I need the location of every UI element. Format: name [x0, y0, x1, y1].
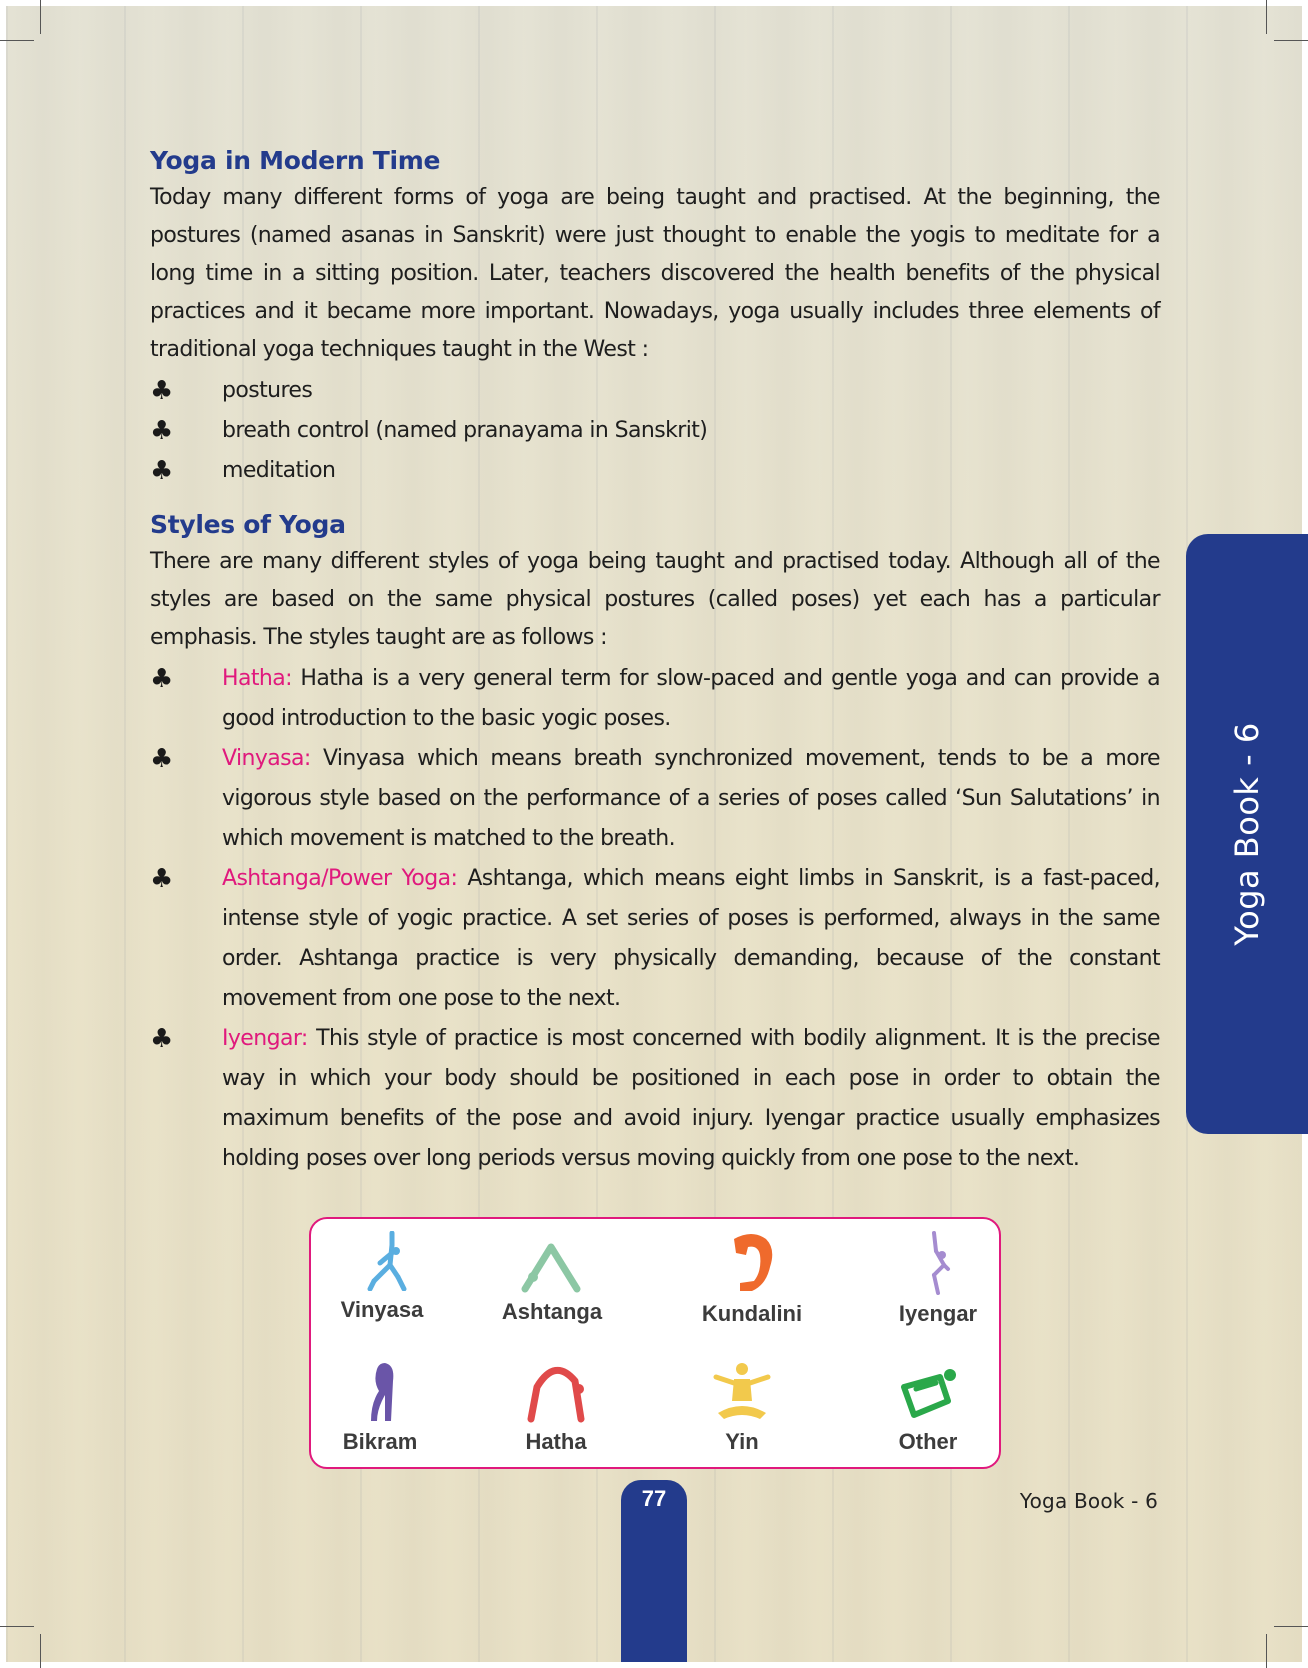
- bikram-pose-icon: [355, 1361, 405, 1423]
- section-heading: Styles of Yoga: [150, 510, 346, 539]
- crop-mark: [1266, 0, 1267, 34]
- style-description: Ashtanga, which means eight limbs in Sanskrit, is a fast-paced, intense style of yogic practice. A set series of poses is performed, always in the same order. Ashtanga practice is very physically demanding, because of the constant movement from one pose to the next.: [222, 866, 1161, 1011]
- style-cell-vinyasa: [312, 1231, 452, 1323]
- style-label: Other: [898, 1429, 958, 1454]
- section-styles: [150, 510, 1160, 1179]
- club-bullet-icon: ♣: [150, 416, 173, 446]
- other-pose-icon: [896, 1361, 960, 1423]
- style-term: Hatha:: [222, 666, 292, 691]
- club-bullet-icon: ♣: [150, 864, 173, 894]
- style-term: Ashtanga/Power Yoga:: [222, 866, 458, 891]
- page-number-tab: [621, 1480, 687, 1662]
- crop-mark: [0, 40, 34, 41]
- club-bullet-icon: ♣: [150, 664, 173, 694]
- list-item: [150, 859, 1160, 1019]
- style-cell-iyengar: [868, 1231, 1008, 1327]
- element-list: [150, 371, 1160, 491]
- section-paragraph: Today many different forms of yoga are being taught and practised. At the beginning, the postures (named asanas in Sanskrit) were just thought to enable the yogis to meditate for a long time in a sitting position. Later, teachers discovered the health benefits of the physical practices and it became more important. Nowadays, yoga usually includes three elements of traditional yoga techniques taught in the West :: [150, 185, 1160, 362]
- style-label: Bikram: [342, 1429, 418, 1454]
- side-tab-label: Yoga Book - 6: [1228, 722, 1266, 946]
- style-label: Vinyasa: [340, 1297, 424, 1322]
- style-cell-yin: [672, 1361, 812, 1455]
- side-tab: [1186, 534, 1308, 1134]
- style-label: Ashtanga: [501, 1299, 603, 1324]
- crop-mark: [1266, 1634, 1267, 1668]
- style-label: Iyengar: [898, 1301, 978, 1326]
- crop-mark: [0, 1626, 34, 1627]
- club-bullet-icon: ♣: [150, 456, 173, 486]
- yin-pose-icon: [712, 1361, 772, 1423]
- list-item: ♣ meditation: [150, 451, 1160, 491]
- style-term: Iyengar:: [222, 1026, 308, 1051]
- style-cell-ashtanga: [482, 1237, 622, 1325]
- style-term: Vinyasa:: [222, 746, 311, 771]
- list-item: [150, 739, 1160, 859]
- iyengar-pose-icon: [918, 1231, 958, 1295]
- list-item: [150, 659, 1160, 739]
- style-cell-hatha: [486, 1361, 626, 1455]
- club-bullet-icon: ♣: [150, 744, 173, 774]
- list-item: [150, 1019, 1160, 1179]
- section-paragraph: There are many different styles of yoga being taught and practised today. Although all of the styles are based on the same physical postures (called poses) yet each has a particular emphasis. The styles taught are as follows :: [150, 549, 1160, 650]
- crop-mark: [1274, 40, 1308, 41]
- club-bullet-icon: ♣: [150, 1024, 173, 1054]
- list-item: ♣ postures: [150, 371, 1160, 411]
- vinyasa-pose-icon: [352, 1231, 412, 1291]
- style-cell-other: [858, 1361, 998, 1455]
- style-cell-bikram: [310, 1361, 450, 1455]
- style-label: Kundalini: [701, 1301, 803, 1326]
- style-description: Hatha is a very general term for slow-paced and gentle yoga and can provide a good introduction to the basic yogic poses.: [222, 666, 1160, 731]
- club-bullet-icon: ♣: [150, 376, 173, 406]
- list-item: ♣ breath control (named pranayama in Sanskrit): [150, 411, 1160, 451]
- section-heading: Yoga in Modern Time: [150, 146, 441, 175]
- style-cell-kundalini: [682, 1231, 822, 1327]
- crop-mark: [40, 0, 41, 34]
- kundalini-pose-icon: [722, 1231, 782, 1295]
- hatha-pose-icon: [521, 1361, 591, 1423]
- yoga-styles-figure: [309, 1217, 1001, 1469]
- style-description: This style of practice is most concerned with bodily alignment. It is the precise way in which your body should be positioned in each pose in order to obtain the maximum benefits of the pose and avoid injury. Iyengar practice usually emphasizes holding poses over long periods versus moving quickly from one pose to the next.: [222, 1026, 1160, 1171]
- style-label: Hatha: [525, 1429, 587, 1454]
- crop-mark: [40, 1634, 41, 1668]
- style-label: Yin: [725, 1429, 759, 1454]
- crop-mark: [1274, 1626, 1308, 1627]
- footer-book-title: Yoga Book - 6: [1019, 1489, 1158, 1513]
- style-description: Vinyasa which means breath synchronized movement, tends to be a more vigorous style based on the performance of a series of poses called ‘Sun Salutations’ in which movement is matched to the breath.: [222, 746, 1160, 851]
- ashtanga-pose-icon: [517, 1237, 587, 1293]
- page-number: 77: [641, 1486, 667, 1511]
- section-modern-time: [150, 146, 1160, 491]
- styles-list: [150, 659, 1160, 1179]
